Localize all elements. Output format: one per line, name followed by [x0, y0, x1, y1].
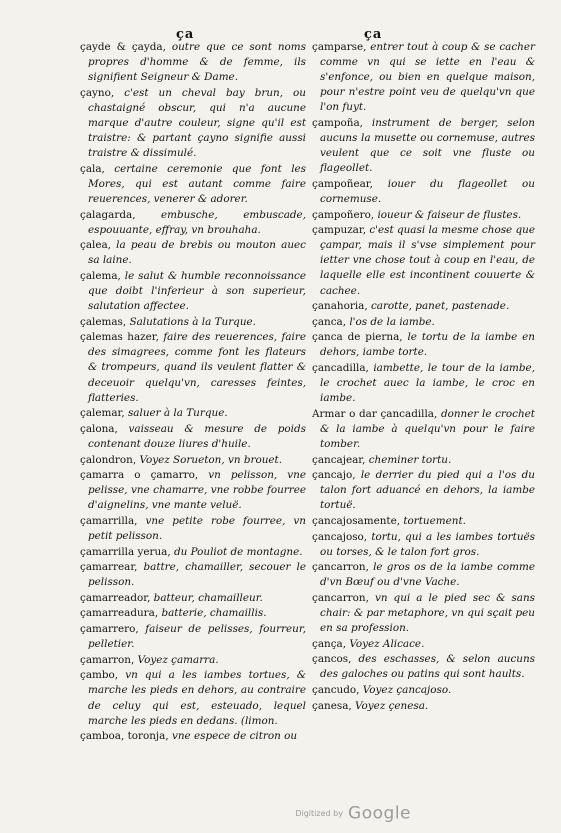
entry-definition: vn pelisson, vne pelisse, vne chamarre, vne robbe fourree d'aignelins, vne mante veluë.: [88, 469, 307, 512]
entry-headword: çalemas hazer,: [80, 331, 159, 344]
entry-headword: çamarrilla yerua,: [80, 545, 171, 558]
dictionary-entry: [80, 315, 306, 330]
entry-definition: faire des reuerences, faire des simagrees, comme font les flateurs & trompeurs, quand ils veulent flatter & deceuoir quelqu'vn, caresses feintes, flatteries.: [88, 331, 306, 404]
google-logo: Google: [348, 803, 411, 823]
dictionary-entry: [312, 177, 535, 207]
dictionary-entry: [80, 86, 306, 161]
dictionary-entry: [80, 208, 306, 238]
dictionary-entry: [80, 729, 306, 744]
entry-headword: çamarron,: [80, 653, 135, 666]
dictionary-entry: [312, 223, 535, 298]
entry-definition: batteur, chamailleur.: [150, 591, 263, 604]
dictionary-entry: [312, 40, 535, 115]
running-header-left: ça: [176, 27, 195, 42]
dictionary-entry: [80, 453, 306, 468]
dictionary-entry: [80, 269, 306, 314]
entry-headword: çancajear,: [312, 453, 366, 466]
dictionary-entry: [80, 40, 306, 85]
entry-definition: instrument de berger, selon aucuns la musette ou cornemuse, autres veulent que ce soit vne fluste ou flageollet.: [320, 116, 535, 175]
entry-headword: çamarrear,: [80, 561, 138, 574]
entry-definition: iouer du flageollet ou cornemuse.: [320, 177, 535, 205]
entry-headword: çamarrero,: [80, 623, 139, 636]
dictionary-entry: [80, 514, 306, 544]
entry-definition: Voyez Sorueton, vn brouet.: [136, 453, 283, 466]
dictionary-entry: [80, 468, 306, 513]
entry-definition: outre que ce sont noms propres d'homme & de femme, ils signifient Seigneur & Dame.: [88, 41, 306, 84]
entry-definition: Voyez çancajoso.: [359, 683, 452, 696]
entry-definition: vn qui a le pied sec & sans chair: & par metaphore, vn qui sçait peu en sa profession.: [320, 591, 535, 635]
entry-definition: Voyez çenesa.: [351, 699, 429, 712]
entry-headword: çampoñero,: [312, 208, 375, 221]
entry-headword: çancajoso,: [312, 530, 368, 543]
entry-headword: çamarreadura,: [80, 607, 159, 620]
entry-headword: Armar o dar çancadilla,: [312, 407, 438, 420]
entry-definition: vn qui a les iambes tortues, & marche les pieds en dehors, au contraire de celuy qui est, esteuado, lequel marche les pieds en dedans. (limon.: [88, 669, 306, 727]
entry-headword: çancajosamente,: [312, 514, 401, 527]
entry-definition: cheminer tortu.: [365, 453, 452, 466]
entry-definition: Salutations à la Turque.: [126, 315, 256, 328]
entry-headword: çancarron,: [312, 561, 369, 574]
entry-definition: faiseur de pelisses, fourreur, pelletier.: [88, 623, 306, 651]
dictionary-entry: [312, 637, 535, 652]
entry-definition: donner le crochet & la iambe à quelqu'vn pour le faire tomber.: [320, 407, 535, 450]
entry-headword: çalema,: [80, 269, 121, 282]
entry-definition: embusche, embuscade, espouuante, effray, vn brouhaha.: [88, 208, 306, 236]
dictionary-entry: [80, 238, 306, 268]
entry-headword: çancadilla,: [312, 361, 369, 374]
entry-headword: çamparse,: [312, 41, 367, 53]
dictionary-entry: [312, 453, 535, 468]
dictionary-entry: [312, 591, 535, 636]
entry-headword: çancarron,: [312, 591, 369, 604]
left-column: [80, 40, 306, 745]
entry-headword: çanca,: [312, 315, 347, 328]
entry-headword: çalondron,: [80, 453, 137, 466]
dictionary-entry: [80, 422, 306, 452]
entry-definition: saluer à la Turque.: [124, 407, 228, 420]
entry-headword: çamarra o çamarro,: [80, 469, 199, 482]
entry-definition: iambette, le tour de la iambe, le crochet auec la iambe, le croc en iambe.: [320, 361, 535, 405]
dictionary-entry: [80, 560, 306, 590]
entry-headword: çanahoria,: [312, 300, 368, 313]
entry-definition: tortuement.: [400, 514, 466, 527]
entry-definition: carotte, panet, pastenade.: [367, 300, 510, 313]
dictionary-entry: [312, 315, 535, 330]
dictionary-entry: [312, 683, 535, 698]
entry-headword: çamboa, toronja,: [80, 730, 169, 743]
entry-headword: çamarreador,: [80, 591, 151, 604]
entry-headword: çayno,: [80, 86, 115, 99]
entry-definition: la peau de brebis ou mouton auec sa laine.: [88, 239, 306, 267]
entry-definition: le gros os de la iambe comme d'vn Bœuf ou d'vne Vache.: [320, 561, 535, 589]
entry-definition: batterie, chamaillis.: [158, 607, 267, 620]
entry-definition: Voyez çamarra.: [134, 653, 219, 666]
dictionary-entry: [80, 606, 306, 621]
entry-headword: çanesa,: [312, 699, 352, 712]
entry-definition: l'os de la iambe.: [346, 315, 435, 328]
entry-headword: çamarrilla,: [80, 514, 138, 527]
dictionary-entry: [80, 591, 306, 606]
entry-definition: Voyez Alicace.: [346, 637, 425, 650]
entry-headword: çalona,: [80, 422, 118, 435]
entry-headword: çanca de pierna,: [312, 331, 403, 344]
dictionary-entry: [312, 560, 535, 590]
entry-definition: entrer tout à coup & se cacher comme vn qui se iette en l'eau & s'enfonce, ou bien en quelque maison, pour n'estre point veu de quelqu'vn que l'on fuyt.: [320, 41, 535, 114]
dictionary-entry: [80, 162, 306, 207]
entry-headword: çayde & çayda,: [80, 41, 166, 53]
entry-definition: c'est un cheval bay brun, ou chastaigné obscur, qui n'a aucune marque d'autre couleur, signe qu'il est traistre: & partant çayno signifie aussi traistre & dissimulé.: [88, 86, 306, 160]
dictionary-entry: [80, 406, 306, 421]
running-header-right: ça: [364, 27, 383, 42]
dictionary-entry: [312, 407, 535, 452]
dictionary-entry: [80, 653, 306, 668]
entry-headword: çancos,: [312, 653, 352, 666]
entry-definition: vne petite robe fourree, vn petit pelisson.: [88, 514, 306, 542]
entry-definition: certaine ceremonie que font les Mores, qui est autant comme faire reuerences, venerer & adorer.: [88, 162, 306, 205]
dictionary-entry: [312, 468, 535, 513]
dictionary-entry: [312, 330, 535, 360]
entry-headword: çança,: [312, 637, 347, 650]
entry-headword: çampoñear,: [312, 177, 373, 190]
entry-headword: çalemas,: [80, 315, 127, 328]
entry-headword: çancudo,: [312, 683, 360, 696]
dictionary-entry: [80, 330, 306, 405]
entry-definition: vaisseau & mesure de poids contenant douze liures d'huile.: [88, 422, 306, 450]
entry-definition: le derrier du pied qui a l'os du talon fort aduancé en dehors, la iambe tortuë.: [320, 469, 535, 512]
entry-headword: çambo,: [80, 669, 119, 682]
dictionary-entry: [312, 514, 535, 529]
entry-definition: vne espece de citron ou: [168, 730, 298, 743]
digitization-watermark: [295, 803, 411, 824]
entry-headword: çalea,: [80, 239, 111, 252]
entry-headword: çalagarda,: [80, 208, 136, 221]
dictionary-entry: [312, 530, 535, 560]
entry-definition: ioueur & faiseur de flustes.: [374, 208, 522, 221]
entry-definition: le salut & humble reconnoissance que doibt l'inferieur à son superieur, salutation affectee.: [88, 269, 306, 313]
dictionary-entry: [312, 116, 535, 176]
entry-headword: çampoña,: [312, 116, 363, 129]
right-column: [312, 40, 535, 714]
dictionary-entry: [80, 545, 306, 560]
dictionary-entry: [312, 299, 535, 314]
entry-definition: des eschasses, & selon aucuns des galoches ou patins qui sont haults.: [320, 653, 535, 681]
entry-definition: tortu, qui a les iambes tortuës ou torses, & le talon fort gros.: [320, 530, 535, 558]
dictionary-entry: [312, 699, 535, 714]
dictionary-entry: [80, 668, 306, 728]
entry-definition: battre, chamailler, secouer le pelisson.: [88, 561, 306, 589]
dictionary-entry: [312, 361, 535, 406]
entry-definition: le tortu de la iambe en dehors, iambe torte.: [320, 331, 535, 359]
entry-headword: çalemar,: [80, 407, 125, 420]
entry-headword: çancajo,: [312, 469, 356, 482]
entry-definition: du Pouliot de montagne.: [170, 545, 303, 558]
digitized-by-label: Digitized by: [295, 808, 343, 818]
entry-headword: çampuzar,: [312, 224, 367, 237]
dictionary-entry: [312, 208, 535, 223]
dictionary-entry: [80, 622, 306, 652]
entry-definition: c'est quasi la mesme chose que çampar, mais il s'vse simplement pour ietter vne chose tout à coup en l'eau, de laquelle elle est incontinent couuerte & cachee.: [320, 224, 535, 297]
dictionary-entry: [312, 652, 535, 682]
entry-headword: çala,: [80, 162, 105, 175]
